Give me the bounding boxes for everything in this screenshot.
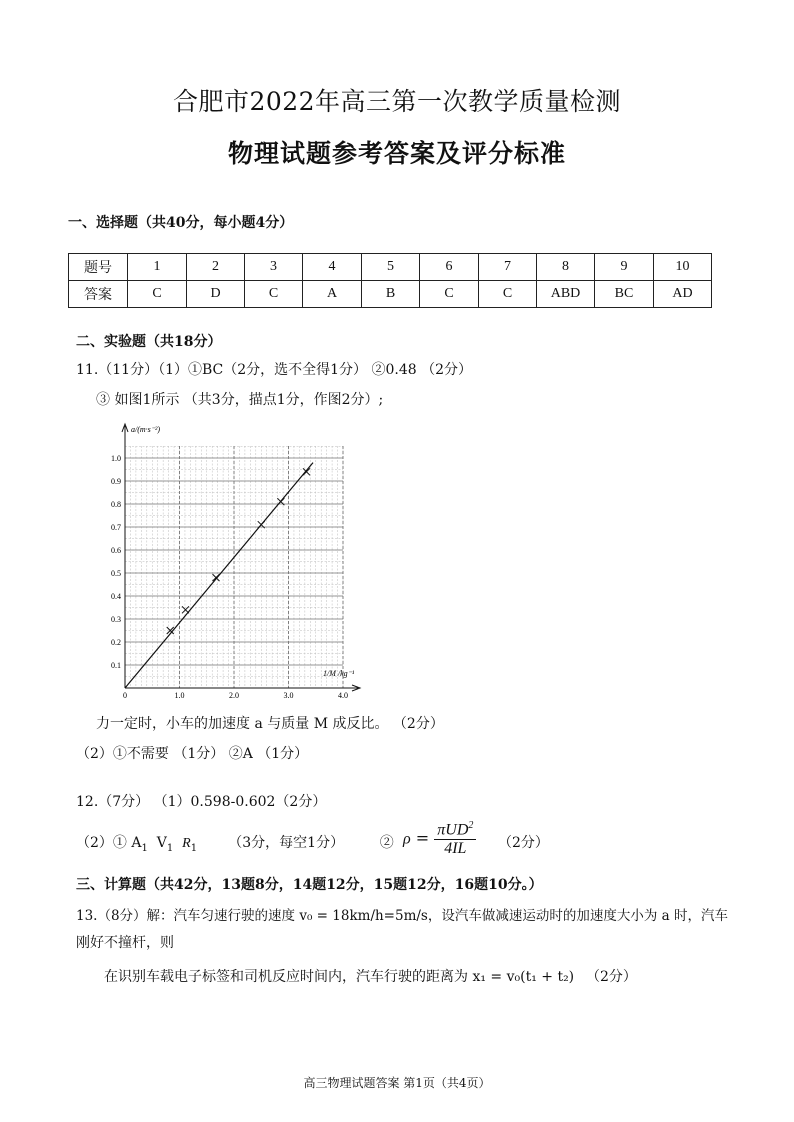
y-tick-label: 0.6	[111, 546, 121, 555]
q11-part2: （2）①不需要 （1分） ②A （1分）	[76, 746, 309, 762]
q12-formula: ρ = $\frac{\pi UD^2}{4IL}$	[403, 820, 476, 858]
q-number: 2	[187, 254, 245, 281]
y-tick-label: 0.3	[111, 615, 121, 624]
q-number: 3	[245, 254, 303, 281]
data-point	[213, 574, 220, 581]
y-axis-label: a/(m·s⁻²)	[131, 425, 161, 434]
y-tick-label: 0.1	[111, 661, 121, 670]
q12-score1: （3分，每空1分）	[228, 835, 345, 851]
page-footer: 高三物理试题答案 第1页（共4页）	[303, 1076, 491, 1090]
page-title: 合肥市2022年高三第一次教学质量检测	[172, 87, 622, 116]
q-answer: C	[420, 281, 479, 308]
y-tick-label: 1.0	[111, 454, 121, 463]
section2-heading: 二、实验题（共18分）	[76, 334, 222, 350]
figure1-chart	[90, 420, 390, 710]
q11-line1: 11.（11分）（1）①BC（2分，选不全得1分） ②0.48 （2分）	[76, 362, 473, 378]
x-tick-label: 0	[123, 691, 127, 700]
section3-heading: 三、计算题（共42分，13题8分，14题12分，15题12分，16题10分。）	[76, 877, 543, 893]
section1-heading: 一、选择题（共40分，每小题4分）	[68, 215, 294, 231]
q-answer: B	[362, 281, 420, 308]
q11-line2: ③ 如图1所示 （共3分，描点1分，作图2分）;	[96, 392, 384, 408]
q-number: 6	[420, 254, 479, 281]
q12-line2: （2）① $A_1$ $V_1$ $R_1$ （3分，每空1分） ②	[76, 835, 394, 854]
q12-answer-a1: （2）① A	[76, 835, 142, 851]
data-point	[303, 468, 310, 475]
q-answer: AD	[654, 281, 712, 308]
page-subtitle: 物理试题参考答案及评分标准	[227, 139, 566, 168]
row-label-a: 答案	[69, 281, 128, 308]
x-tick-label: 1.0	[174, 691, 185, 700]
q-number: 9	[595, 254, 654, 281]
q13-line1: 13.（8分）解：汽车匀速行驶的速度 v₀ = 18km/h=5m/s，设汽车做减速运动时的加速度大小为 a 时，汽车	[76, 908, 728, 924]
q-answer: C	[479, 281, 537, 308]
q-answer: C	[245, 281, 303, 308]
y-tick-label: 0.9	[111, 477, 121, 486]
y-tick-label: 0.2	[111, 638, 121, 647]
q-answer: ABD	[537, 281, 595, 308]
q-answer: C	[128, 281, 187, 308]
q13-line3: 在识别车载电子标签和司机反应时间内，汽车行驶的距离为 x₁ = v₀(t₁ + t₂)	[104, 969, 575, 985]
q11-conclusion: 力一定时，小车的加速度 a 与质量 M 成反比。 （2分）	[96, 716, 444, 732]
y-tick-label: 0.4	[111, 592, 121, 601]
q13-score: （2分）	[586, 969, 637, 985]
y-tick-label: 0.8	[111, 500, 121, 509]
q12-part2-marker: ②	[379, 835, 394, 851]
q-answer: D	[187, 281, 245, 308]
y-tick-label: 0.5	[111, 569, 121, 578]
table-row-numbers	[69, 254, 712, 281]
q-answer: BC	[595, 281, 654, 308]
answer-table	[68, 253, 712, 308]
q12-score2: （2分）	[498, 835, 549, 851]
table-row-answers	[69, 281, 712, 308]
chart-marks	[125, 463, 313, 688]
q-number: 4	[303, 254, 362, 281]
x-tick-label: 2.0	[229, 691, 239, 700]
row-label-q: 题号	[69, 254, 128, 281]
q-number: 8	[537, 254, 595, 281]
x-tick-label: 4.0	[338, 691, 348, 700]
q-answer: A	[303, 281, 362, 308]
q-number: 10	[654, 254, 712, 281]
q-number: 7	[479, 254, 537, 281]
q13-line2: 刚好不撞杆，则	[76, 935, 174, 951]
x-tick-label: 3.0	[283, 691, 294, 700]
q-number: 1	[128, 254, 187, 281]
x-axis-label: 1/M /kg⁻¹	[323, 669, 355, 678]
q-number: 5	[362, 254, 420, 281]
y-tick-label: 0.7	[111, 523, 121, 532]
q12-line1: 12.（7分） （1）0.598-0.602（2分）	[76, 794, 327, 810]
